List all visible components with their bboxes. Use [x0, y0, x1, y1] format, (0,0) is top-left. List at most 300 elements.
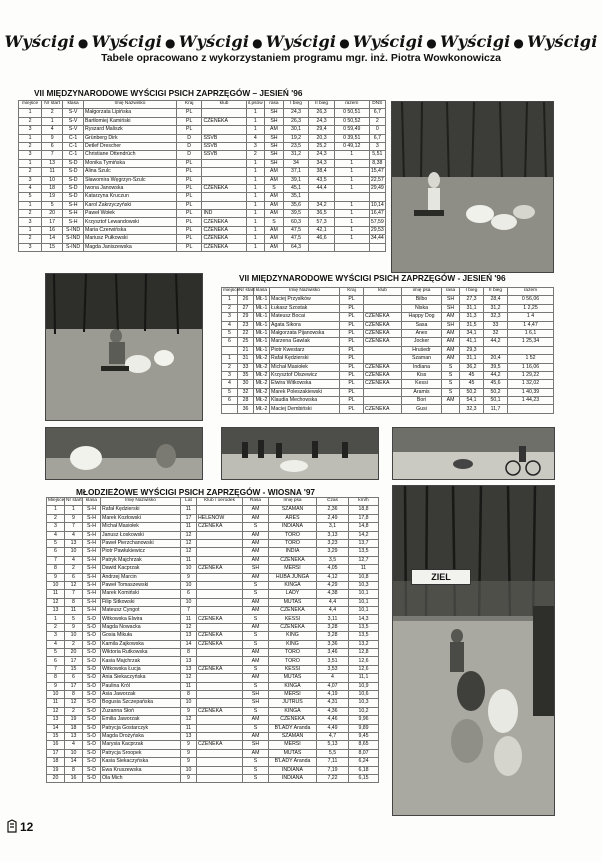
title-word: Wyścigi [178, 32, 250, 51]
table-cell: CZENEKA [269, 556, 317, 564]
table-cell: 14,8 [349, 523, 379, 531]
table-cell: 8 [65, 598, 83, 606]
table-cell: 9 [181, 758, 197, 766]
table-cell: PL [340, 313, 364, 321]
column-header: Imię psa [269, 498, 317, 506]
table-cell: 1 [334, 184, 369, 192]
table-cell: CZENEKA [197, 707, 243, 715]
table-row [47, 657, 379, 665]
photo-child-on-sled [45, 273, 203, 421]
table-cell: C-1 [63, 134, 84, 142]
table-cell [197, 774, 243, 782]
table-cell: S-H [83, 556, 101, 564]
table-row [47, 506, 379, 514]
table-cell: 30 [238, 380, 254, 388]
table-cell: S-D [83, 682, 101, 690]
table-cell [202, 126, 246, 134]
table-row [47, 707, 379, 715]
table-cell: S-D [83, 632, 101, 640]
table-cell: 50,2 [484, 388, 508, 396]
table-cell: PL [176, 193, 202, 201]
table-cell: S-IND [63, 226, 84, 234]
table-row [47, 674, 379, 682]
table-cell: Piotr Kwestarz [270, 346, 340, 354]
table-cell: Bori [402, 397, 442, 405]
table-cell: S-D [83, 649, 101, 657]
results-table-spring-youth [46, 497, 379, 783]
table-cell [197, 716, 243, 724]
table-cell: Jocker [402, 338, 442, 346]
table-cell: S-D [63, 176, 84, 184]
table-cell: 5,51 [369, 151, 385, 159]
table-cell: Ewa Kruszewska [101, 766, 181, 774]
table-cell: S-D [63, 184, 84, 192]
table-cell: Christiane Ottendrüch [84, 151, 177, 159]
table-cell: PL [340, 388, 364, 396]
table-cell: Aramis [402, 388, 442, 396]
table-cell: 29,4 [309, 126, 335, 134]
table-cell: 11,1 [349, 674, 379, 682]
table-cell: 12 [181, 539, 197, 547]
table-cell: INDIA [269, 548, 317, 556]
table-row [222, 338, 554, 346]
table-cell: AM [243, 732, 269, 740]
table-cell: 2 [19, 168, 42, 176]
table-cell: 35,6 [283, 201, 309, 209]
table-cell: 3,1 [317, 523, 349, 531]
table-row [19, 176, 386, 184]
table-cell: AM [243, 514, 269, 522]
table-cell: CZENEKA [197, 632, 243, 640]
table-row [47, 607, 379, 615]
table-cell: SH [442, 304, 460, 312]
table-cell: 20,3 [309, 134, 335, 142]
table-cell: Emilia Jaworzak [101, 716, 181, 724]
table-row [19, 117, 386, 125]
table-row [47, 732, 379, 740]
table-cell: CZENEKA [202, 117, 246, 125]
table-cell: 17 [42, 218, 63, 226]
table-cell: Paweł Tomaszewski [101, 581, 181, 589]
table-row [222, 304, 554, 312]
table-cell: 4 [246, 134, 265, 142]
table-cell: PL [340, 397, 364, 405]
table-cell: MŁ-1 [254, 321, 270, 329]
table-cell: S-IND [63, 235, 84, 243]
table-cell: 45 [460, 371, 484, 379]
table-cell: 7 [47, 556, 65, 564]
table-cell: Klaudia Mechowska [270, 397, 340, 405]
table-cell: Magda Nowacka [101, 623, 181, 631]
table-cell: 4 [222, 380, 238, 388]
table-cell: S [442, 363, 460, 371]
table-cell: 4 [42, 126, 63, 134]
table-cell: 17,8 [349, 514, 379, 522]
table-cell: B'LADY Aranda [269, 724, 317, 732]
table-cell: D [176, 134, 202, 142]
photo-husky-team-finish [392, 485, 555, 816]
table-cell: 3,53 [317, 665, 349, 673]
table-cell: 3,13 [317, 531, 349, 539]
table-cell: 3,23 [317, 539, 349, 547]
table-cell: 10,8 [349, 573, 379, 581]
table-row [47, 682, 379, 690]
table-cell: 11 [181, 724, 197, 732]
table-cell: 7 [47, 665, 65, 673]
table-cell: 11 [42, 168, 63, 176]
table-cell: 6,24 [349, 758, 379, 766]
table-cell: SH [265, 134, 284, 142]
table-cell: AM [442, 313, 460, 321]
table-cell: 1 [246, 243, 265, 251]
column-header: il.psów [246, 101, 265, 109]
table-cell: AM [442, 397, 460, 405]
table-cell: Mateusz Cyngot [101, 607, 181, 615]
table-cell: SZAMAN [269, 506, 317, 514]
table-cell: S-H [63, 210, 84, 218]
table-row [222, 405, 554, 413]
table-cell: 35,1 [283, 193, 309, 201]
table-cell: 2 [19, 210, 42, 218]
table-cell [197, 539, 243, 547]
table-cell: 11 [181, 523, 197, 531]
table-cell: CZENEKA [364, 329, 402, 337]
table-cell: 14 [42, 235, 63, 243]
table-row [47, 598, 379, 606]
table-cell: 50,1 [484, 397, 508, 405]
table-cell: 4,7 [317, 732, 349, 740]
table-cell: S-H [83, 590, 101, 598]
table-cell: 3 [369, 142, 385, 150]
table-cell: AM [442, 338, 460, 346]
table-cell: ARES [269, 514, 317, 522]
table-cell: S-H [63, 201, 84, 209]
table-cell: AM [265, 201, 284, 209]
table-cell [364, 304, 402, 312]
table-cell: AM [243, 573, 269, 581]
table-cell: S-D [83, 657, 101, 665]
table-cell: 47,5 [283, 226, 309, 234]
table-cell [197, 506, 243, 514]
table-cell: PL [340, 346, 364, 354]
table-cell: 22,57 [370, 176, 384, 183]
table-cell: Mateusz Bocai [270, 313, 340, 321]
table-cell: 24,3 [283, 109, 309, 117]
table-cell: CZENEKA [197, 615, 243, 623]
table-cell: Bogusia Szczepańska [101, 699, 181, 707]
table-cell: 14 [181, 640, 197, 648]
table-row [19, 134, 386, 142]
table-cell: MŁ-1 [254, 329, 270, 337]
table-cell: Niska [402, 304, 442, 312]
table-cell: 5,13 [317, 741, 349, 749]
table-cell: INDIANA [269, 774, 317, 782]
table-cell: 1 [246, 117, 265, 125]
table-cell: Marysia Kacprzak [101, 741, 181, 749]
table-cell: 6,15 [349, 774, 379, 782]
table-row [222, 346, 554, 354]
table-cell: Janusz Łoskowski [101, 531, 181, 539]
table-cell: 1 32,02 [508, 380, 554, 388]
table-cell: 11 [181, 682, 197, 690]
table-cell: 8 [65, 766, 83, 774]
table-cell: 29,3 [460, 346, 484, 354]
table-cell: Piotr Pawłukiewicz [101, 548, 181, 556]
column-header: klasa [254, 288, 270, 296]
table-row [47, 514, 379, 522]
table-cell: 2 [246, 151, 265, 159]
table-row [47, 615, 379, 623]
table-cell: 3,36 [317, 640, 349, 648]
table-cell: 7,11 [317, 758, 349, 766]
table-cell: AM [243, 749, 269, 757]
title-word: Wyścigi [352, 32, 424, 51]
table-cell: S-D [83, 716, 101, 724]
table-cell [197, 766, 243, 774]
table-cell: Michał Masiołek [270, 363, 340, 371]
table-cell: Bartłomiej Kamiński [84, 117, 177, 125]
table-cell: SH [442, 321, 460, 329]
column-header: Miejsce [47, 498, 65, 506]
table-cell: Kamila Zajkowska [101, 640, 181, 648]
table-cell: MŁ-1 [254, 304, 270, 312]
table-cell: 13 [181, 732, 197, 740]
table-cell: Asia Jaworzak [101, 690, 181, 698]
table-cell: D [176, 142, 202, 150]
table-cell: 1 [334, 159, 369, 167]
photo-white-dogs [45, 427, 203, 480]
table-cell [197, 581, 243, 589]
table-cell: 31 [238, 355, 254, 363]
table-cell: 1 [334, 218, 369, 226]
table-cell: 32,3 [460, 405, 484, 413]
column-header: Rasa [243, 498, 269, 506]
table-cell: 2 [222, 363, 238, 371]
table-cell: 1 [222, 296, 238, 304]
table-cell: 23 [238, 321, 254, 329]
table-cell: 4 [47, 640, 65, 648]
table-cell: 45,6 [484, 380, 508, 388]
table-cell: D [176, 151, 202, 159]
table-cell: 2 [65, 707, 83, 715]
table-row [47, 766, 379, 774]
table-cell: Patrycja Sroopek [101, 749, 181, 757]
table-cell: S-D [83, 690, 101, 698]
table-cell: 9,89 [349, 724, 379, 732]
table-cell: 1 [334, 226, 369, 234]
table-cell: 35 [238, 371, 254, 379]
table-row [19, 210, 386, 218]
table-cell: 28,4 [484, 296, 508, 304]
column-header: Lat [181, 498, 197, 506]
table-cell: C-1 [63, 142, 84, 150]
table-cell: 10 [181, 699, 197, 707]
table-cell: INDIANA [269, 523, 317, 531]
table-row [47, 665, 379, 673]
table-cell: 39,5 [283, 210, 309, 218]
table-cell: INDIANA [269, 766, 317, 774]
table-cell: 17 [65, 682, 83, 690]
table-cell: 4,05 [317, 565, 349, 573]
table-cell: 19 [42, 193, 63, 201]
table-cell: 34,2 [309, 201, 335, 209]
table-cell: MERSI [269, 690, 317, 698]
table-header-row [19, 101, 386, 109]
table-cell: 4 [47, 531, 65, 539]
table-row [222, 329, 554, 337]
table-cell: 8 [47, 674, 65, 682]
table-row [222, 355, 554, 363]
table-cell: PL [176, 243, 202, 251]
table-cell: PL [340, 329, 364, 337]
table-cell: S-IND [63, 243, 84, 251]
table-cell: 9 [181, 741, 197, 749]
table-cell: Agata Sikora [270, 321, 340, 329]
table-row [222, 388, 554, 396]
table-cell: Ania Siekaczyńska [101, 674, 181, 682]
table-cell [197, 556, 243, 564]
table-cell: S-D [83, 758, 101, 766]
table-cell: 3,11 [317, 615, 349, 623]
table-cell: 18 [65, 724, 83, 732]
table-cell: 13 [181, 632, 197, 640]
table-cell: 12 [65, 699, 83, 707]
table-row [47, 749, 379, 757]
table-row [47, 548, 379, 556]
table-cell: KINGA [269, 707, 317, 715]
table-cell: 13,2 [349, 640, 379, 648]
table-cell: AM [243, 716, 269, 724]
table-cell: 1 [246, 210, 265, 218]
table-cell: 4,4 [317, 598, 349, 606]
table-cell: 8 [181, 649, 197, 657]
table-cell: 6,7 [369, 109, 385, 117]
table-cell: 4,19 [317, 690, 349, 698]
column-header: II bieg [484, 288, 508, 296]
table-cell: 12,6 [349, 665, 379, 673]
table-cell: 16 [42, 226, 63, 234]
table-cell: AM [243, 674, 269, 682]
table-cell: 15 [42, 243, 63, 251]
table-cell: 29,49 [370, 185, 384, 191]
table-cell: 44,2 [484, 338, 508, 346]
table-cell [222, 405, 238, 413]
table-cell [197, 682, 243, 690]
section-title-autumn-youth: VII MIĘDZYNARODOWE WYŚCIGI PSICH ZAPRZĘGÓW - JESIEŃ '96 [239, 273, 506, 283]
table-cell: 3 [246, 142, 265, 150]
table-header-row [47, 498, 379, 506]
table-cell: 10,1 [349, 590, 379, 598]
table-cell: Elwira Witkowska [270, 380, 340, 388]
table-cell: SH [243, 741, 269, 749]
table-cell: CZENEKA [364, 338, 402, 346]
table-cell: MERSI [269, 741, 317, 749]
table-cell: PL [176, 218, 202, 226]
table-cell: CZENEKA [269, 623, 317, 631]
table-cell: 4,38 [317, 590, 349, 598]
table-cell: 3 [19, 151, 42, 159]
table-cell: C-1 [63, 151, 84, 159]
table-cell: Magda Janiszewska [84, 243, 177, 251]
table-cell: 5 [65, 615, 83, 623]
table-cell: SZAMAN [269, 732, 317, 740]
table-cell: PL [176, 126, 202, 134]
table-cell: MŁ-1 [254, 338, 270, 346]
table-cell: 20 [47, 774, 65, 782]
table-cell: S-H [83, 539, 101, 547]
table-cell: AM [442, 355, 460, 363]
title-word: Wyścigi [439, 32, 511, 51]
table-cell: KING [269, 632, 317, 640]
table-cell: 3 [47, 523, 65, 531]
table-cell: PL [340, 321, 364, 329]
table-cell: 6 [47, 548, 65, 556]
title-word: Wyścigi [527, 32, 598, 51]
table-cell: 60,3 [283, 218, 309, 226]
finish-banner: ZIEL [411, 569, 471, 585]
table-cell: 8 [65, 690, 83, 698]
table-cell: Marek Komiński [101, 590, 181, 598]
table-cell: 7 [65, 590, 83, 598]
table-cell: 9,96 [349, 716, 379, 724]
table-row [47, 724, 379, 732]
table-cell: AM [265, 176, 284, 184]
table-cell: S-H [83, 581, 101, 589]
table-cell: 4,12 [317, 573, 349, 581]
table-cell: 1 [334, 168, 369, 176]
table-cell: 4 [65, 556, 83, 564]
table-cell: AM [243, 598, 269, 606]
table-cell: 7 [42, 151, 63, 159]
table-cell: 5 [47, 539, 65, 547]
table-cell: 37,1 [283, 168, 309, 176]
table-cell: Witkowska Elwira [101, 615, 181, 623]
table-cell: 8,07 [349, 749, 379, 757]
table-cell: 24,3 [309, 151, 335, 159]
table-cell: S [265, 218, 284, 226]
table-cell: 14 [65, 758, 83, 766]
table-cell: PL [176, 201, 202, 209]
table-cell: 47,5 [283, 235, 309, 243]
table-cell: 17 [65, 657, 83, 665]
table-cell: 5,5 [317, 749, 349, 757]
table-row [19, 235, 386, 243]
table-cell: Karol Zakrzyczyński [84, 201, 177, 209]
table-cell: 25,2 [309, 142, 335, 150]
table-cell: 1 [19, 226, 42, 234]
table-cell: 3 [222, 313, 238, 321]
table-cell: Hruśedr [402, 346, 442, 354]
table-header-row [222, 288, 554, 296]
table-cell: MŁ-1 [254, 313, 270, 321]
table-cell: 21 [238, 346, 254, 354]
table-cell: MERSI [269, 565, 317, 573]
table-cell: AM [243, 506, 269, 514]
table-cell: 1 4,47 [508, 321, 554, 329]
table-row [19, 159, 386, 167]
table-cell: 10 [42, 176, 63, 184]
table-cell: 1 [246, 235, 265, 243]
table-cell: CZENEKA [197, 565, 243, 573]
column-header: I bieg [283, 101, 309, 109]
table-cell: 34,3 [309, 159, 335, 167]
table-cell: PL [340, 355, 364, 363]
table-cell: MŁ-2 [254, 355, 270, 363]
table-cell: 43,5 [309, 176, 335, 184]
table-cell: 16 [47, 741, 65, 749]
table-cell: AM [243, 623, 269, 631]
table-cell: PL [340, 304, 364, 312]
